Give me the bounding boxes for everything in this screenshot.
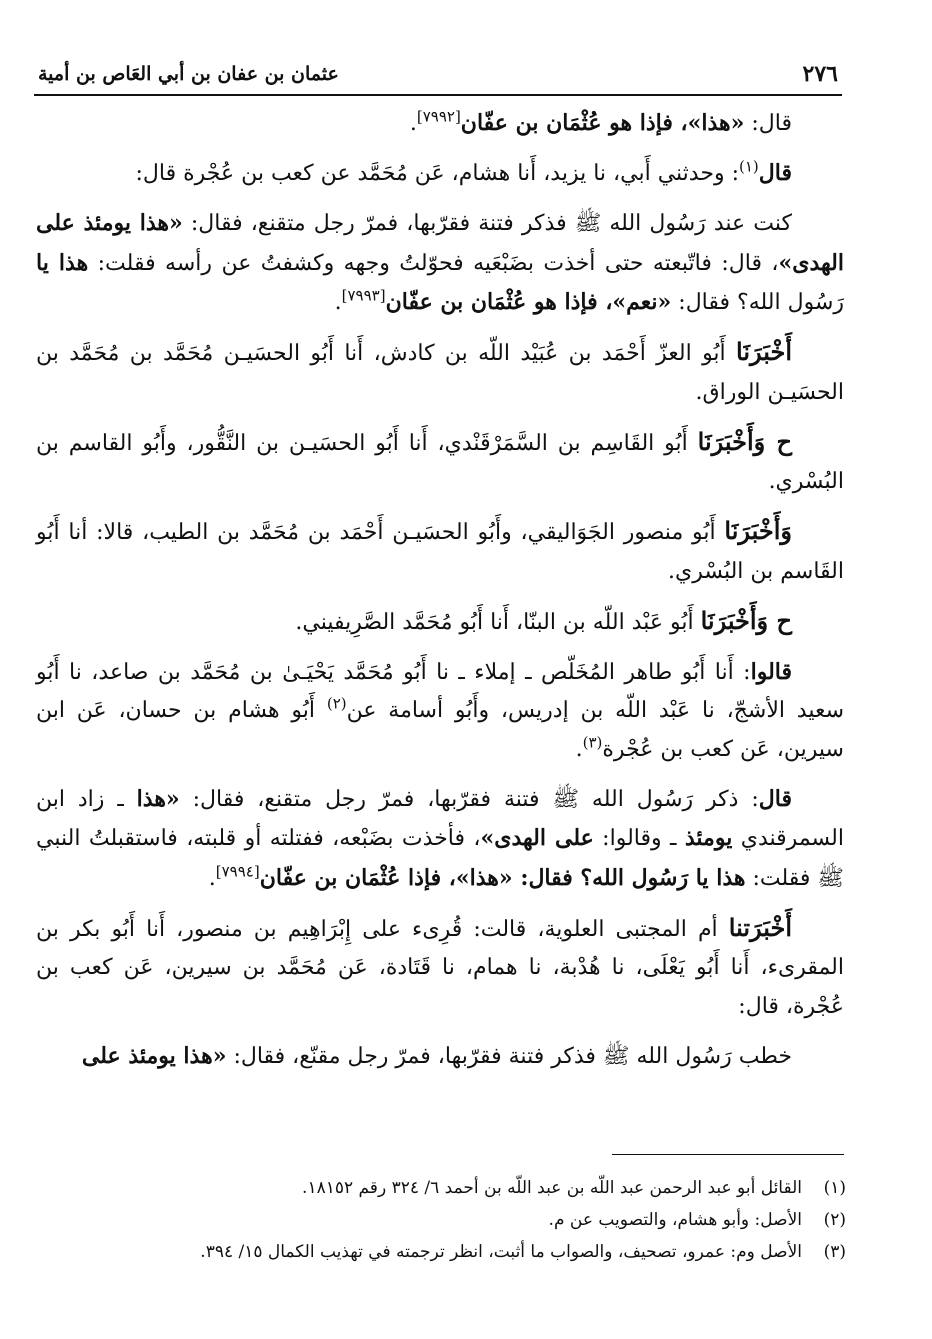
running-title: عثمان بن عفان بن أبي العَاص بن أمية [38, 63, 339, 85]
text-run: أَبُو القَاسِم بن السَّمَرْقَنْدي، أَنا أَبُو الحسَيـن بن النَّقُّور، وأَبُو القاسم بن البُسْري. [36, 430, 844, 494]
text-run: ، قال: فاتّبعته حتى أخذت بضَبْعَيه فحوّلتُ وجهه وكشفتُ عن رأسه فقلت: [88, 250, 779, 276]
footnote-number: (١) [823, 1178, 846, 1198]
main-text [36, 104, 844, 1087]
text-run: ـ وقالوا: [593, 826, 685, 851]
text-run: رَسُول الله؟ فقال: [671, 290, 844, 315]
footnote-ref: [٧٩٩٤] [215, 862, 260, 881]
footnote-number: (٣) [823, 1242, 846, 1262]
text-run: كنت عند رَسُول الله ﷺ فذكر فتنة فقرّبها، فمرّ رجل متقنع، فقال: [182, 211, 792, 236]
footnote [60, 1204, 846, 1236]
text-run: : ذكر رَسُول الله ﷺ فتنة فقرّبها، فمرّ رجل متقنع، فقال: [179, 786, 759, 812]
isnad-keyword: ح وَأَخْبَرَنَا [697, 426, 792, 456]
text-run: . [575, 736, 583, 762]
footnote [60, 1236, 846, 1268]
text-run: . [334, 290, 342, 315]
isnad-keyword: ح وَأَخْبَرَنَا [700, 605, 792, 635]
footnote-text: القائل أبو عبد الرحمن عبد اللّه بن عبد اللّه بن أحمد ٦/ ٣٢٤ رقم ١٨١٥٢. [302, 1178, 802, 1198]
paragraph [36, 512, 844, 591]
footnote-divider [612, 1154, 844, 1155]
paragraph [36, 104, 844, 144]
paragraph [36, 909, 844, 1027]
text-run: أم المجتبى العلوية، قالت: قُرِىء على إِبْرَاهِيم بن منصور، أَنا أَبُو بكر بن المقرىء، أَنا أَبُو يَعْلَى، نا هُدْبة، نا همام، نا قَتَادة، عَن مُحَمَّد بن سيرين، عَن كعب بن عُجْرة، قال: [36, 916, 844, 1019]
text-run: ـ زاد ابن السمرقندي [36, 786, 844, 851]
emphasis-text: على الهدى» [480, 825, 594, 851]
footnote-text: الأصل وم: عمرو، تصحيف، والصواب ما أثبت، انظر ترجمته في تهذيب الكمال ١٥/ ٣٩٤. [200, 1242, 802, 1262]
paragraph [36, 154, 844, 194]
isnad-keyword: أَخْبَرَنَا [736, 337, 792, 366]
paragraph [36, 780, 844, 899]
paragraph [36, 602, 844, 643]
isnad-keyword: وَأَخْبَرَنَا [724, 516, 792, 545]
running-header [34, 56, 842, 96]
text-run: خطب رَسُول الله ﷺ فذكر فتنة فقرّبها، فمرّ رجل مقنّع، فقال: [226, 1043, 792, 1069]
emphasis-text: «نعم»، فإذا هو عُثْمَان بن عفّان [385, 289, 672, 315]
page-number: ٢٧٦ [802, 61, 838, 87]
emphasis-text: قال [758, 785, 792, 812]
emphasis-text: هذا يا [36, 249, 89, 276]
footnote-text: الأصل: وأبو هشام، والتصويب عن م. [548, 1210, 802, 1230]
text-run: : وحدثني أَبي، نا يزيد، أَنا هشام، عَن مُحَمَّد عن كعب بن عُجْرة قال: [135, 161, 739, 186]
footnote-ref: (٢) [326, 694, 347, 713]
footnote-ref: [٧٩٩٣] [341, 286, 386, 305]
emphasis-text: قالوا [750, 658, 792, 685]
footnote-ref: [٧٩٩٢] [416, 107, 461, 126]
text-run: قال: [744, 111, 792, 136]
emphasis-text: قال [758, 160, 792, 186]
text-run: أَبُو هشام بن حسان، عَن ابن سيرين، عَن كعب بن عُجْرة [36, 698, 844, 762]
emphasis-text: يومئذ [684, 825, 733, 851]
paragraph [36, 423, 844, 502]
footnote [60, 1172, 846, 1204]
footnote-number: (٢) [823, 1210, 846, 1230]
text-run: . [208, 865, 216, 891]
text-run: : أَنا أَبُو طاهر المُخَلّص ـ إملاء ـ نا أَبُو مُحَمَّد يَحْيَـىٰ بن مُحَمَّد بن صاعد، نا أَبُو سعيد الأشجّ، نا عَبْد اللّه بن إدريس، وأَبُو أسامة عن [36, 659, 845, 723]
paragraph [36, 204, 844, 323]
text-run: . [409, 111, 417, 136]
footnote-ref: (١) [739, 157, 759, 176]
paragraph [36, 333, 844, 412]
footnotes [60, 1172, 846, 1268]
emphasis-text: هذا يا رَسُول الله؟ فقال: «هذا»، فإذا عُثْمَان بن عفّان [259, 864, 746, 891]
text-run: أَبُو عَبْد اللّه بن البنّا، أَنا أَبُو مُحَمَّد الصَّرِيفيني. [295, 609, 701, 635]
emphasis-text: «هذا يومئذ على [81, 1042, 227, 1069]
footnote-ref: (٣) [582, 733, 603, 752]
text-run: أَبُو منصور الجَوَاليقي، وأَبُو الحسَيـن أَحْمَد بن مُحَمَّد بن الطيب، قالا: أنا أَبُو القَاسم بن البُسْري. [36, 520, 844, 584]
text-run: أَبُو العزّ أَحْمَد بن عُبَيْد اللّه بن كادش، أَنا أَبُو الحسَيـن مُحَمَّد بن مُحَمَّد بن الحسَيـن الوراق. [36, 341, 844, 405]
isnad-keyword: أَخْبَرَتنا [728, 912, 792, 942]
text-run: ، فأخذت بضَبْعه، ففتلته أو قلبته، فاستقبلتُ النبي ﷺ فقلت: [36, 826, 844, 891]
emphasis-text: «هذا [136, 785, 180, 812]
paragraph [36, 1037, 844, 1077]
emphasis-text: «هذا يومئذ على الهدى» [36, 210, 844, 276]
emphasis-text: «هذا»، فإذا هو عُثْمَان بن عفّان [460, 110, 745, 136]
paragraph [36, 653, 844, 770]
